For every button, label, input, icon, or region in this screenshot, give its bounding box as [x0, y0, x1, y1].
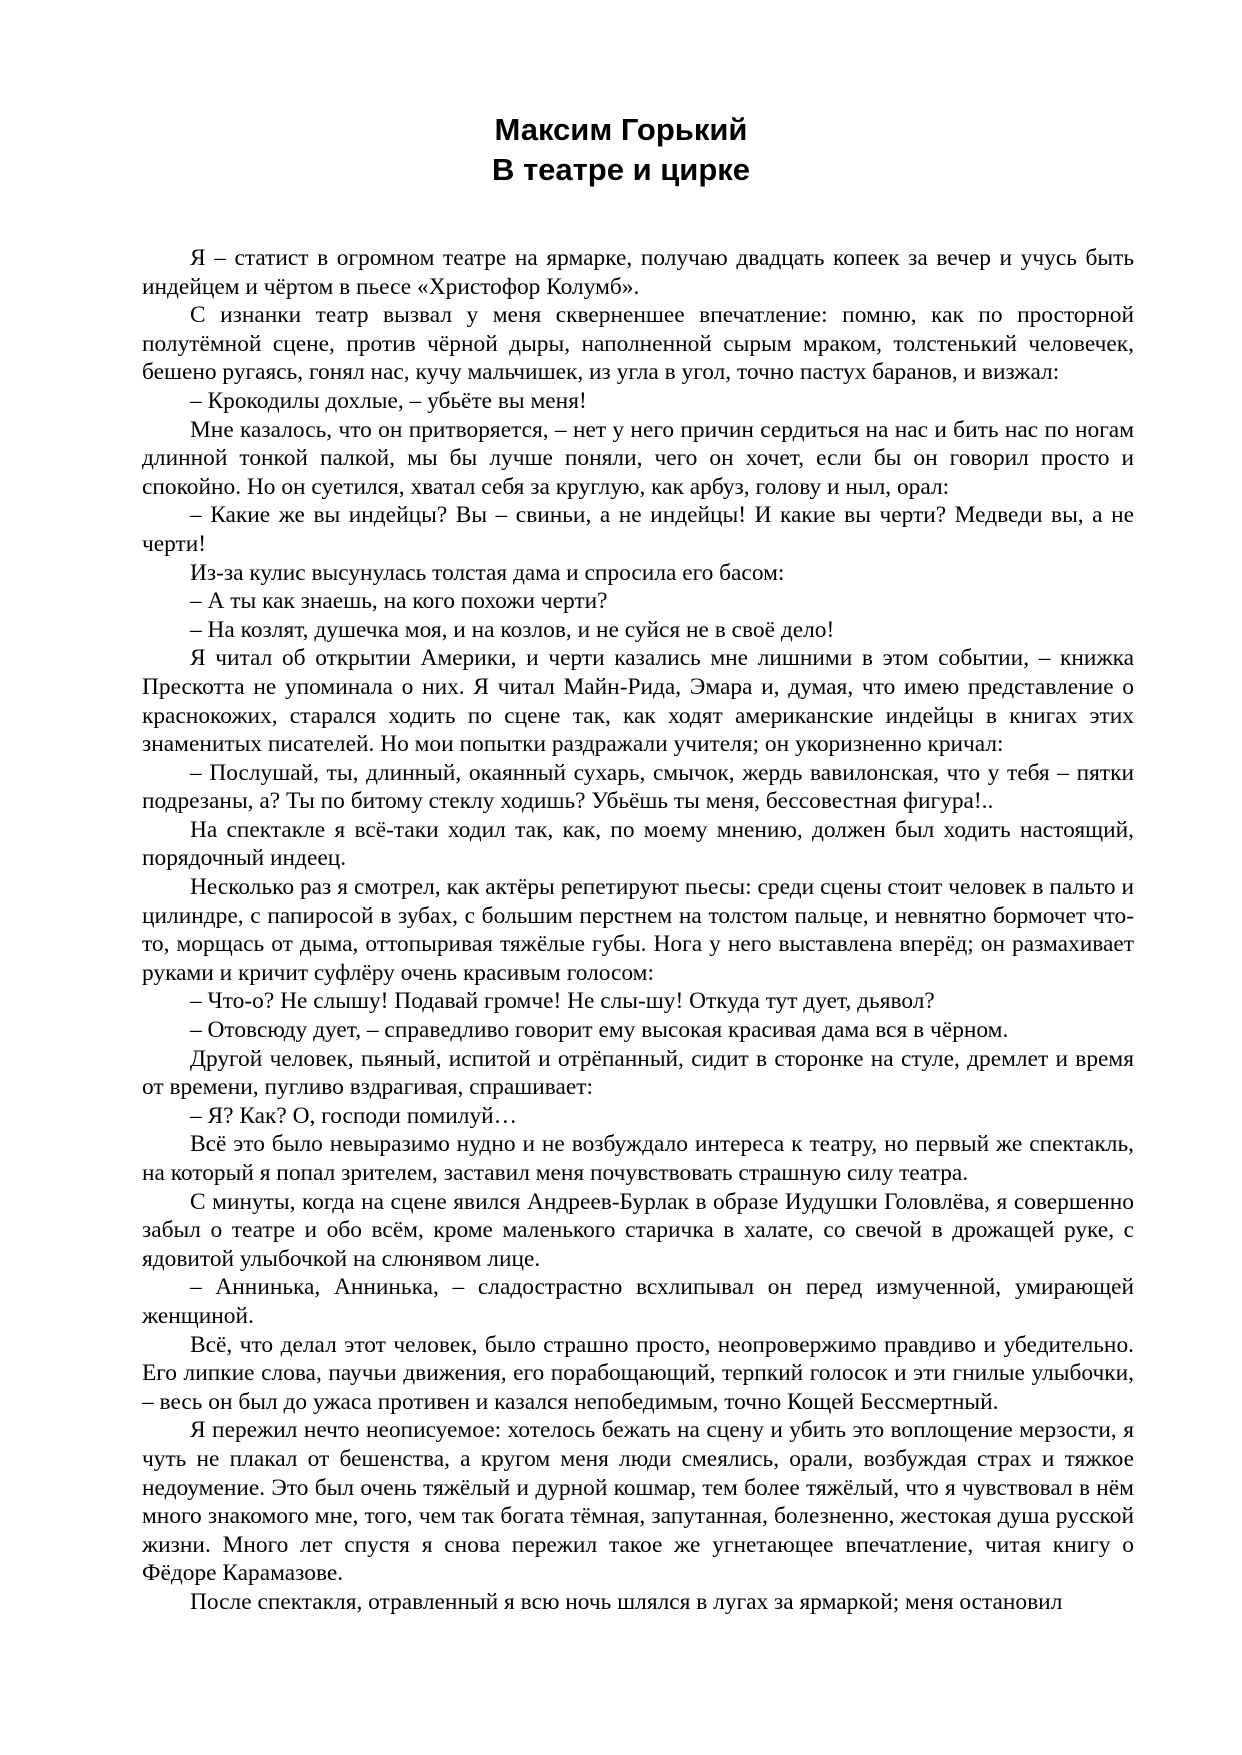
paragraph: – Крокодилы дохлые, – убьёте вы меня!	[190, 387, 587, 414]
paragraph: С изнанки театр вызвал у меня скверненшее впечатление: помню, как по просторной полутёмной сцене, против чёрной дыры, наполненной сырым мраком, толстенький человечек, бешено ругаясь, гонял нас, кучу мальчишек, из угла в угол, точно пастух баранов, и визжал:	[142, 302, 1134, 386]
paragraph: Несколько раз я смотрел, как актёры репетируют пьесы: среди сцены стоит человек в пальто и цилиндре, с папиросой в зубах, с большим перстнем на толстом пальце, и невнятно бормочет что-то, морщась от дыма, оттопыривая тяжёлые губы. Нога у него выставлена вперёд; он размахивает руками и кричит суфлёру очень красивым голосом:	[142, 874, 1134, 986]
author-name: Максим Горький	[494, 112, 748, 147]
paragraph: Из-за кулис высунулась толстая дама и спросила его басом:	[190, 559, 785, 586]
paragraph: – Аннинька, Аннинька, – сладострастно всхлипывал он перед измученной, умирающей женщиной.	[142, 1274, 1134, 1329]
title-block	[0, 110, 1242, 190]
paragraph: С минуты, когда на сцене явился Андреев-Бурлак в образе Иудушки Головлёва, я совершенно забыл о театре и обо всём, кроме маленького старичка в халате, со свечой в дрожащей руке, с ядовитой улыбочкой на слюнявом лице.	[142, 1188, 1134, 1272]
paragraph: – А ты как знаешь, на кого похожи черти?	[190, 588, 608, 615]
paragraph: Всё, что делал этот человек, было страшно просто, неопровержимо правдиво и убедительно. Его липкие слова, паучьи движения, его порабощающий, терпкий голосок и эти гнилые улыбочки, – весь он был до ужаса противен и казался непобедимым, точно Кощей Бессмертный.	[142, 1331, 1134, 1415]
paragraph: Я пережил нечто неописуемое: хотелось бежать на сцену и убить это воплощение мерзости, я чуть не плакал от бешенства, а кругом меня люди смеялись, орали, возбуждая страх и тяжкое недоумение. Это был очень тяжёлый и дурной кошмар, тем более тяжёлый, что я чувствовал в нём много знакомого мне, того, чем так богата тёмная, запутанная, болезненно, жестокая душа русской жизни. Много лет спустя я снова пережил такое же угнетающее впечатление, читая книгу о Фёдоре Карамазове.	[142, 1417, 1134, 1587]
body-text	[142, 244, 1134, 1617]
paragraph: Мне казалось, что он притворяется, – нет у него причин сердиться на нас и бить нас по ногам длинной тонкой палкой, мы бы лучше поняли, чего он хочет, если бы он говорил просто и спокойно. Но он суетился, хватал себя за круглую, как арбуз, голову и ныл, орал:	[142, 416, 1134, 500]
paragraph: На спектакле я всё-таки ходил так, как, по моему мнению, должен был ходить настоящий, порядочный индеец.	[142, 816, 1134, 872]
paragraph: Я – статист в огромном театре на ярмарке, получаю двадцать копеек за вечер и учусь быть индейцем и чёртом в пьесе «Христофор Колумб».	[142, 245, 1134, 300]
paragraph: Другой человек, пьяный, испитой и отрёпанный, сидит в сторонке на стуле, дремлет и время от времени, пугливо вздрагивая, спрашивает:	[142, 1045, 1134, 1101]
paragraph: Я читал об открытии Америки, и черти казались мне лишними в этом событии, – книжка Прескотта не упоминала о них. Я читал Майн-Рида, Эмара и, думая, что имею представление о краснокожих, старался ходить по сцене так, как ходят американские индейцы в книгах этих знаменитых писателей. Но мои попытки раздражали учителя; он укоризненно кричал:	[142, 645, 1134, 758]
paragraph: Всё это было невыразимо нудно и не возбуждало интереса к театру, но первый же спектакль, на который я попал зрителем, заставил меня почувствовать страшную силу театра.	[142, 1131, 1134, 1186]
paragraph: – Что-о? Не слышу! Подавай громче! Не слы-шу! Откуда тут дует, дьявол?	[190, 988, 935, 1015]
paragraph: После спектакля, отравленный я всю ночь шлялся в лугах за ярмаркой; меня остановил	[190, 1588, 1063, 1615]
document-title: В театре и цирке	[491, 152, 751, 187]
paragraph: – Послушай, ты, длинный, окаянный сухарь, смычок, жердь вавилонская, что у тебя – пятки подрезаны, а? Ты по битому стеклу ходишь? Убьёшь ты меня, бессовестная фигура!..	[142, 759, 1134, 815]
paragraph: – На козлят, душечка моя, и на козлов, и не суйся не в своё дело!	[190, 616, 835, 643]
paragraph: – Я? Как? О, господи помилуй…	[190, 1102, 518, 1129]
paragraph: – Отовсюду дует, – справедливо говорит ему высокая красивая дама вся в чёрном.	[190, 1017, 1009, 1044]
paragraph: – Какие же вы индейцы? Вы – свиньи, а не индейцы! И какие вы черти? Медведи вы, а не черти!	[142, 502, 1134, 557]
